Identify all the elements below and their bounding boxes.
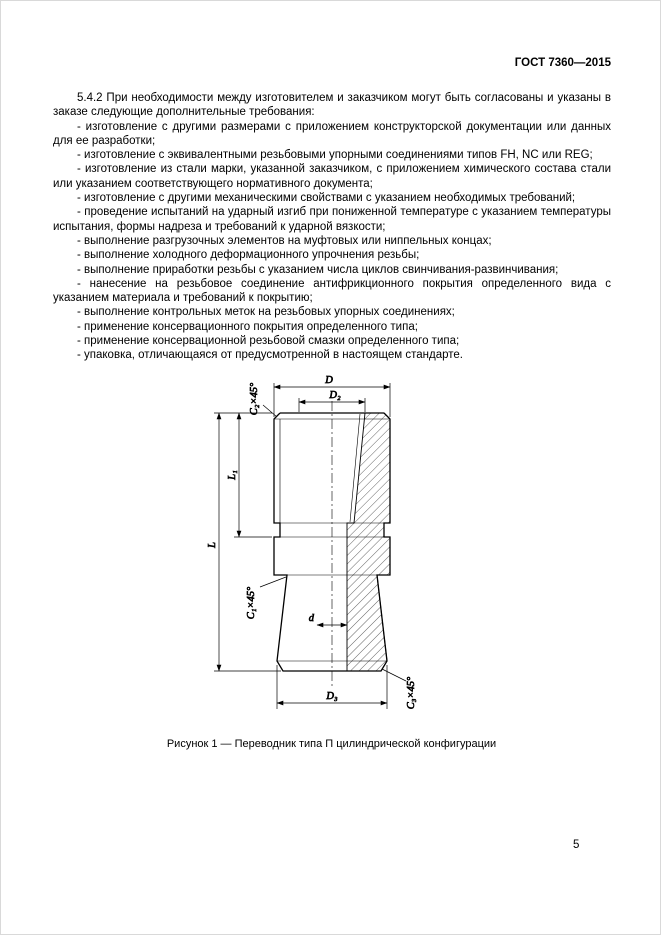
list-item: - выполнение контрольных меток на резьбовых упорных соединениях;: [77, 306, 455, 319]
list-item: - упаковка, отличающаяся от предусмотренной в настоящем стандарте.: [77, 349, 463, 362]
list-item: - изготовление из стали марки, указанной заказчиком, с приложением химического состава стали или указанием соответствующего нормативного документа;: [53, 163, 611, 190]
label-d: d: [308, 613, 314, 624]
list-item: - изготовление с эквивалентными резьбовыми упорными соединениями типов FH, NC или REG;: [77, 149, 593, 162]
label-D2: D₂: [328, 390, 341, 401]
label-D: D: [324, 375, 333, 386]
dimension-L: [207, 413, 281, 671]
list-item: - изготовление с другими размерами с приложением конструкторской документации или данных для ее разработки;: [53, 120, 611, 147]
label-C2: C₂×45°: [248, 382, 260, 416]
dimension-L1: [214, 413, 272, 537]
label-C3: C₃×45°: [405, 676, 417, 710]
list-item: - выполнение холодного деформационного упрочнения резьбы;: [77, 249, 420, 262]
label-C1: C₁×45°: [245, 586, 257, 620]
list-item: - выполнение разгрузочных элементов на муфтовых или ниппельных концах;: [77, 234, 492, 247]
dimension-d: [308, 613, 346, 625]
list-item: - изготовление с другими механическими свойствами с указанием необходимых требований;: [77, 192, 576, 205]
label-L1: L₁: [226, 470, 238, 480]
label-D3: D₃: [325, 691, 338, 702]
document-number: ГОСТ 7360—2015: [514, 57, 611, 69]
paragraph: 5.4.2 При необходимости между изготовителем и заказчиком могут быть согласованы и указаны в заказе следующие дополнительные требования:: [53, 92, 611, 119]
body-text: [53, 91, 611, 363]
label-L: L: [206, 542, 218, 548]
figure-1: [1, 373, 661, 738]
dimension-C2: [249, 382, 277, 417]
list-item: - проведение испытаний на ударный изгиб при пониженной температуре с указанием температуры испытания, формы надреза и требований к ударной вязкости;: [53, 206, 611, 233]
technical-drawing: [122, 373, 542, 733]
list-item: - применение консервационной резьбовой смазки определенного типа;: [77, 335, 460, 348]
list-item: - применение консервационного покрытия определенного типа;: [77, 320, 418, 333]
dimension-C1: [246, 577, 286, 619]
figure-caption: Рисунок 1 — Переводник типа П цилиндрической конфигурации: [166, 738, 497, 750]
list-item: - выполнение приработки резьбы с указанием числа циклов свинчивания-развинчивания;: [77, 263, 559, 276]
page-number: 5: [573, 839, 580, 851]
list-item: - нанесение на резьбовое соединение антифрикционного покрытия определенного вида с указанием материала и требований к покрытию;: [53, 277, 611, 305]
